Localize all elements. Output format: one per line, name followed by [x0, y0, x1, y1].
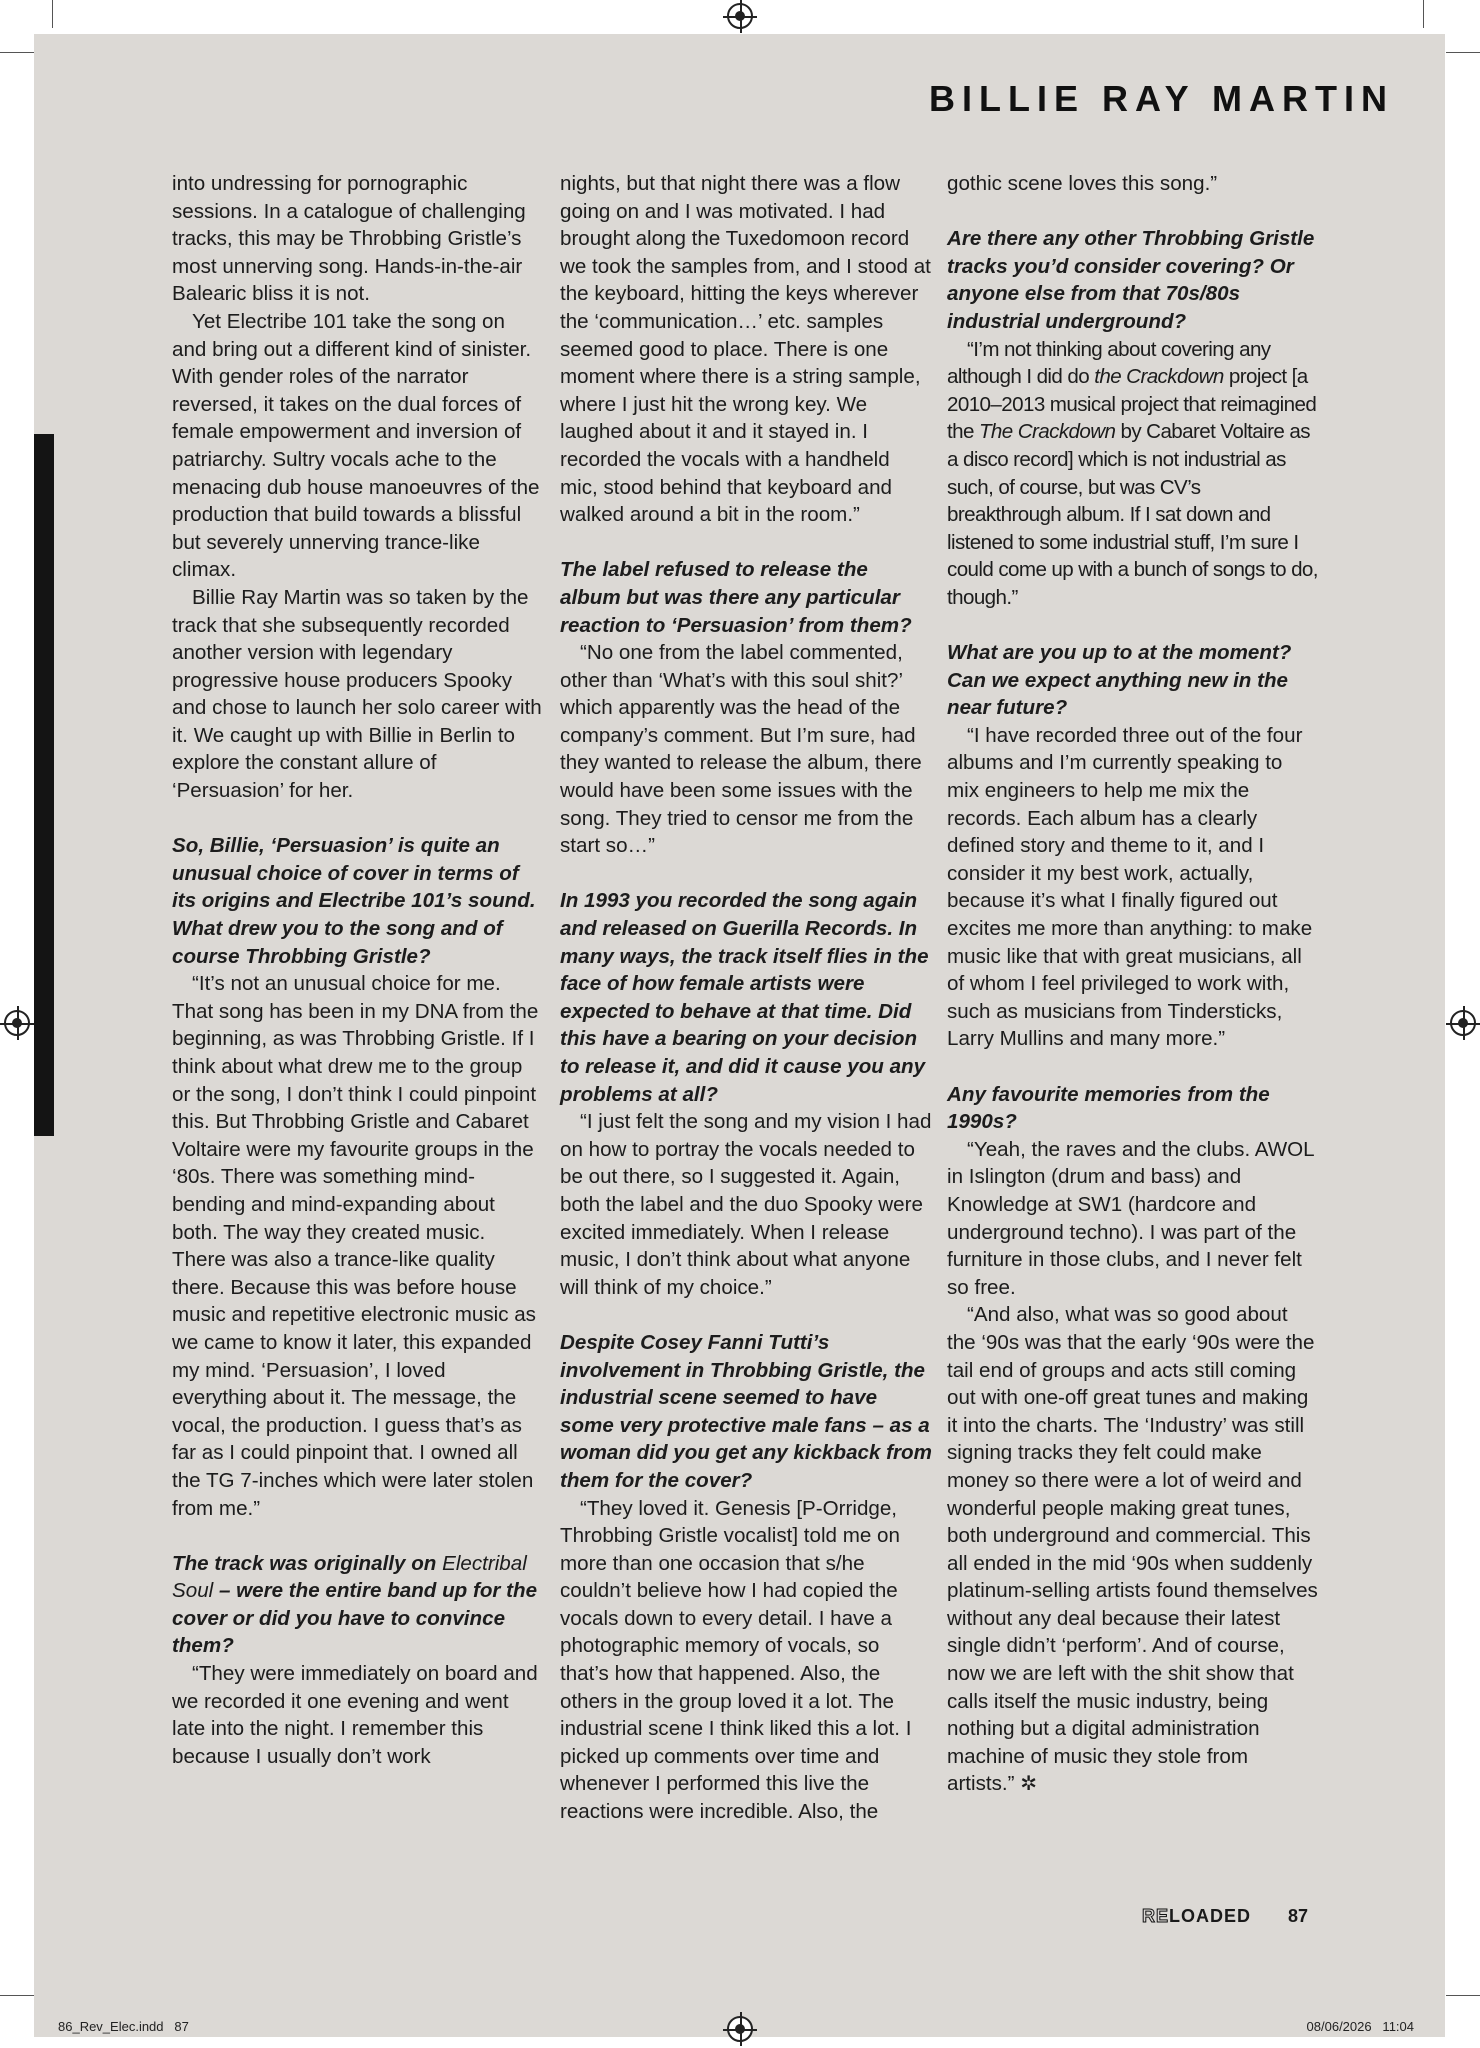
article-paragraph [947, 1136, 1319, 1302]
magazine-logo [1142, 1906, 1251, 1927]
paragraph-text: “No one from the label commented, other than ‘What’s with this soul shit?’ which apparently was the head of the company’s comment. But I’m sure, had they wanted to release the album, there would have been some issues with the song. They tried to censor me from the start so…” [560, 641, 922, 858]
paragraph-text: In 1993 you recorded the song again and released on Guerilla Records. In many ways, the track itself flies in the face of how female artists were expected to behave at that time. Did this have a bearing on your decision to release it, and did it cause you any problems at all? [560, 889, 929, 1106]
article-paragraph [560, 639, 932, 860]
paragraph-text: “It’s not an unusual choice for me. That song has been in my DNA from the beginning, as was Throbbing Gristle. If I think about what drew me to the group or the song, I don’t think I could pinpoint this. But Throbbing Gristle and Cabaret Voltaire were my favourite groups in the ‘80s. There was something mind-bending and mind-expanding about both. The way they created music. There was also a trance-like quality there. Because this was before house music and repetitive electronic music as we came to know it later, this expanded my mind. ‘Persuasion’, I loved everything about it. The message, the vocal, the production. I guess that’s as far as I could pinpoint that. I owned all the TG 7-inches which were later stolen from me.” [172, 972, 539, 1520]
article-column-2 [560, 170, 932, 1826]
paragraph-text: The label refused to release the album but was there any particular reaction to ‘Persuasion’ from them? [560, 558, 912, 637]
slug-filename: 86_Rev_Elec.indd 87 [58, 2019, 189, 2034]
paragraph-text: gothic scene loves this song.” [947, 172, 1218, 195]
paragraph-text: “I have recorded three out of the four albums and I’m currently speaking to mix engineers to help me mix the records. Each album has a clearly defined story and theme to it, and I consider it my best work, actually, because it’s what I finally figured out excites me more than anything: to make music like that with great musicians, all of whom I feel privileged to work with, such as musicians from Tindersticks, Larry Mullins and many more.” [947, 723, 1313, 1051]
italic-title: The Crackdown [978, 420, 1116, 444]
logo-re: RE [1142, 1906, 1170, 1926]
paragraph-text: “And also, what was so good about the ‘90s was that the early ‘90s were the tail end of groups and acts still coming out with one-off great tunes and making it into the charts. The ‘Industry’ was still signing tracks they felt could make money so there were a lot of weird and wonderful people making great tunes, both underground and commercial. This all ended in the mid ‘90s when suddenly platinum-selling artists found themselves without any deal because their latest single didn’t ‘perform’. And of course, now we are left with the shit show that calls itself the music industry, being nothing but a digital administration machine of music they stole from artists.” [947, 1303, 1318, 1796]
paragraph-text: So, Billie, ‘Persuasion’ is quite an unusual choice of cover in terms of its origins and Electribe 101’s sound. What drew you to the song and of course Throbbing Gristle? [172, 834, 536, 968]
article-paragraph [560, 1495, 932, 1826]
crop-mark [0, 52, 34, 53]
crop-mark [0, 1995, 34, 1996]
slug-datetime: 08/06/2026 11:04 [1306, 2019, 1414, 2034]
interview-question [560, 1329, 932, 1495]
paragraph-text: “I’m not thinking about covering any although I did do [947, 337, 1271, 389]
italic-title: Electribal Soul [172, 1551, 527, 1603]
paragraph-text: – were the entire band up for the cover or did you have to convince them? [172, 1579, 538, 1658]
interview-question [947, 639, 1319, 722]
page-number: 87 [1288, 1906, 1309, 1926]
interview-question [947, 1081, 1319, 1136]
article-column-3 [947, 170, 1319, 1799]
registration-mark-icon [727, 3, 753, 29]
crop-mark [1446, 52, 1480, 53]
interview-question [947, 225, 1319, 335]
paragraph-text: into undressing for pornographic sessions. In a catalogue of challenging tracks, this may be Throbbing Gristle’s most unnerving song. Hands-in-the-air Balearic bliss it is not. [172, 172, 526, 306]
article-paragraph [172, 170, 544, 308]
article-paragraph [172, 1660, 544, 1770]
registration-mark-icon [1450, 1010, 1476, 1036]
paragraph-text: Yet Electribe 101 take the song on and bring out a different kind of sinister. With gender roles of the narrator reversed, it takes on the dual forces of female empowerment and inversion of patriarchy. Sultry vocals ache to the menacing dub house manoeuvres of the production that build towards a blissful but severely unnerving trance-like climax. [172, 309, 540, 582]
italic-title: the Crackdown [1094, 365, 1224, 389]
interview-question [172, 832, 544, 970]
article-column-1 [172, 170, 544, 1770]
paragraph-text: project [a 2010–2013 musical project that reimagined the [947, 365, 1317, 444]
paragraph-text: Despite Cosey Fanni Tutti’s involvement in Throbbing Gristle, the industrial scene seemed to have some very protective male fans – as a woman did you get any kickback from them for the cover? [560, 1330, 932, 1492]
paragraph-text: Are there any other Throbbing Gristle tracks you’d consider covering? Or anyone else from that 70s/80s industrial underground? [947, 227, 1315, 333]
crop-mark [52, 0, 53, 28]
interview-question [560, 887, 932, 1108]
paragraph-text: Billie Ray Martin was so taken by the track that she subsequently recorded another version with legendary progressive house producers Spooky and chose to launch her solo career with it. We caught up with Billie in Berlin to explore the constant allure of ‘Persuasion’ for her. [172, 585, 542, 803]
article-paragraph [947, 1301, 1319, 1799]
paragraph-text: “I just felt the song and my vision I had on how to portray the vocals needed to be out there, so I suggested it. Again, both the label and the duo Spooky were excited immediately. When I release music, I don’t think about what anyone will think of my choice.” [560, 1110, 932, 1299]
page-header-artist-name: BILLIE RAY MARTIN [928, 78, 1394, 119]
interview-question [172, 1550, 544, 1660]
registration-mark-icon [4, 1010, 30, 1036]
paragraph-text: Any favourite memories from the 1990s? [947, 1082, 1270, 1134]
paragraph-text: nights, but that night there was a flow going on and I was motivated. I had brought along the Tuxedomoon record we took the samples from, and I stood at the keyboard, hitting the keys wherever the ‘communication…’ etc. samples seemed good to place. There is one moment where there is a string sample, where I just hit the wrong key. We laughed about it and it stayed in. I recorded the vocals with a handheld mic, stood behind that keyboard and walked around a bit in the room.” [560, 172, 931, 527]
article-paragraph [172, 970, 544, 1522]
crop-mark [1423, 0, 1424, 28]
article-paragraph [172, 308, 544, 584]
section-marker-bar [34, 434, 54, 1136]
paragraph-text: “They loved it. Genesis [P-Orridge, Throbbing Gristle vocalist] told me on more than one occasion that s/he couldn’t believe how I had copied the vocals down to every detail. I have a photographic memory of vocals, so that’s how that happened. Also, the others in the group loved it a lot. The industrial scene I think liked this a lot. I picked up comments over time and whenever I performed this live the reactions were incredible. Also, the [560, 1496, 912, 1824]
registration-mark-icon [727, 2016, 753, 2042]
article-paragraph [172, 584, 544, 805]
article-paragraph [947, 336, 1319, 612]
paragraph-text: What are you up to at the moment? Can we expect anything new in the near future? [947, 641, 1292, 720]
end-mark-icon: ✲ [1020, 1773, 1038, 1796]
article-paragraph [947, 722, 1319, 1053]
article-paragraph [560, 1108, 932, 1301]
paragraph-text: by Cabaret Voltaire as a disco record] which is not industrial as such, of course, but was CV’s breakthrough album. If I sat down and listened to some industrial stuff, I’m sure I could come up with a bunch of songs to do, though.” [947, 420, 1318, 609]
paragraph-text: The track was originally on [172, 1551, 443, 1575]
paragraph-text: “They were immediately on board and we recorded it one evening and went late into the night. I remember this because I usually don’t work [172, 1662, 538, 1768]
paragraph-text: “Yeah, the raves and the clubs. AWOL in Islington (drum and bass) and Knowledge at SW1 (hardcore and underground techno). I was part of the furniture in those clubs, and I never felt so free. [947, 1137, 1314, 1299]
article-paragraph [560, 170, 932, 529]
crop-mark [1446, 1995, 1480, 1996]
logo-rest: LOADED [1169, 1906, 1252, 1926]
interview-question [560, 556, 932, 639]
article-paragraph [947, 170, 1319, 198]
